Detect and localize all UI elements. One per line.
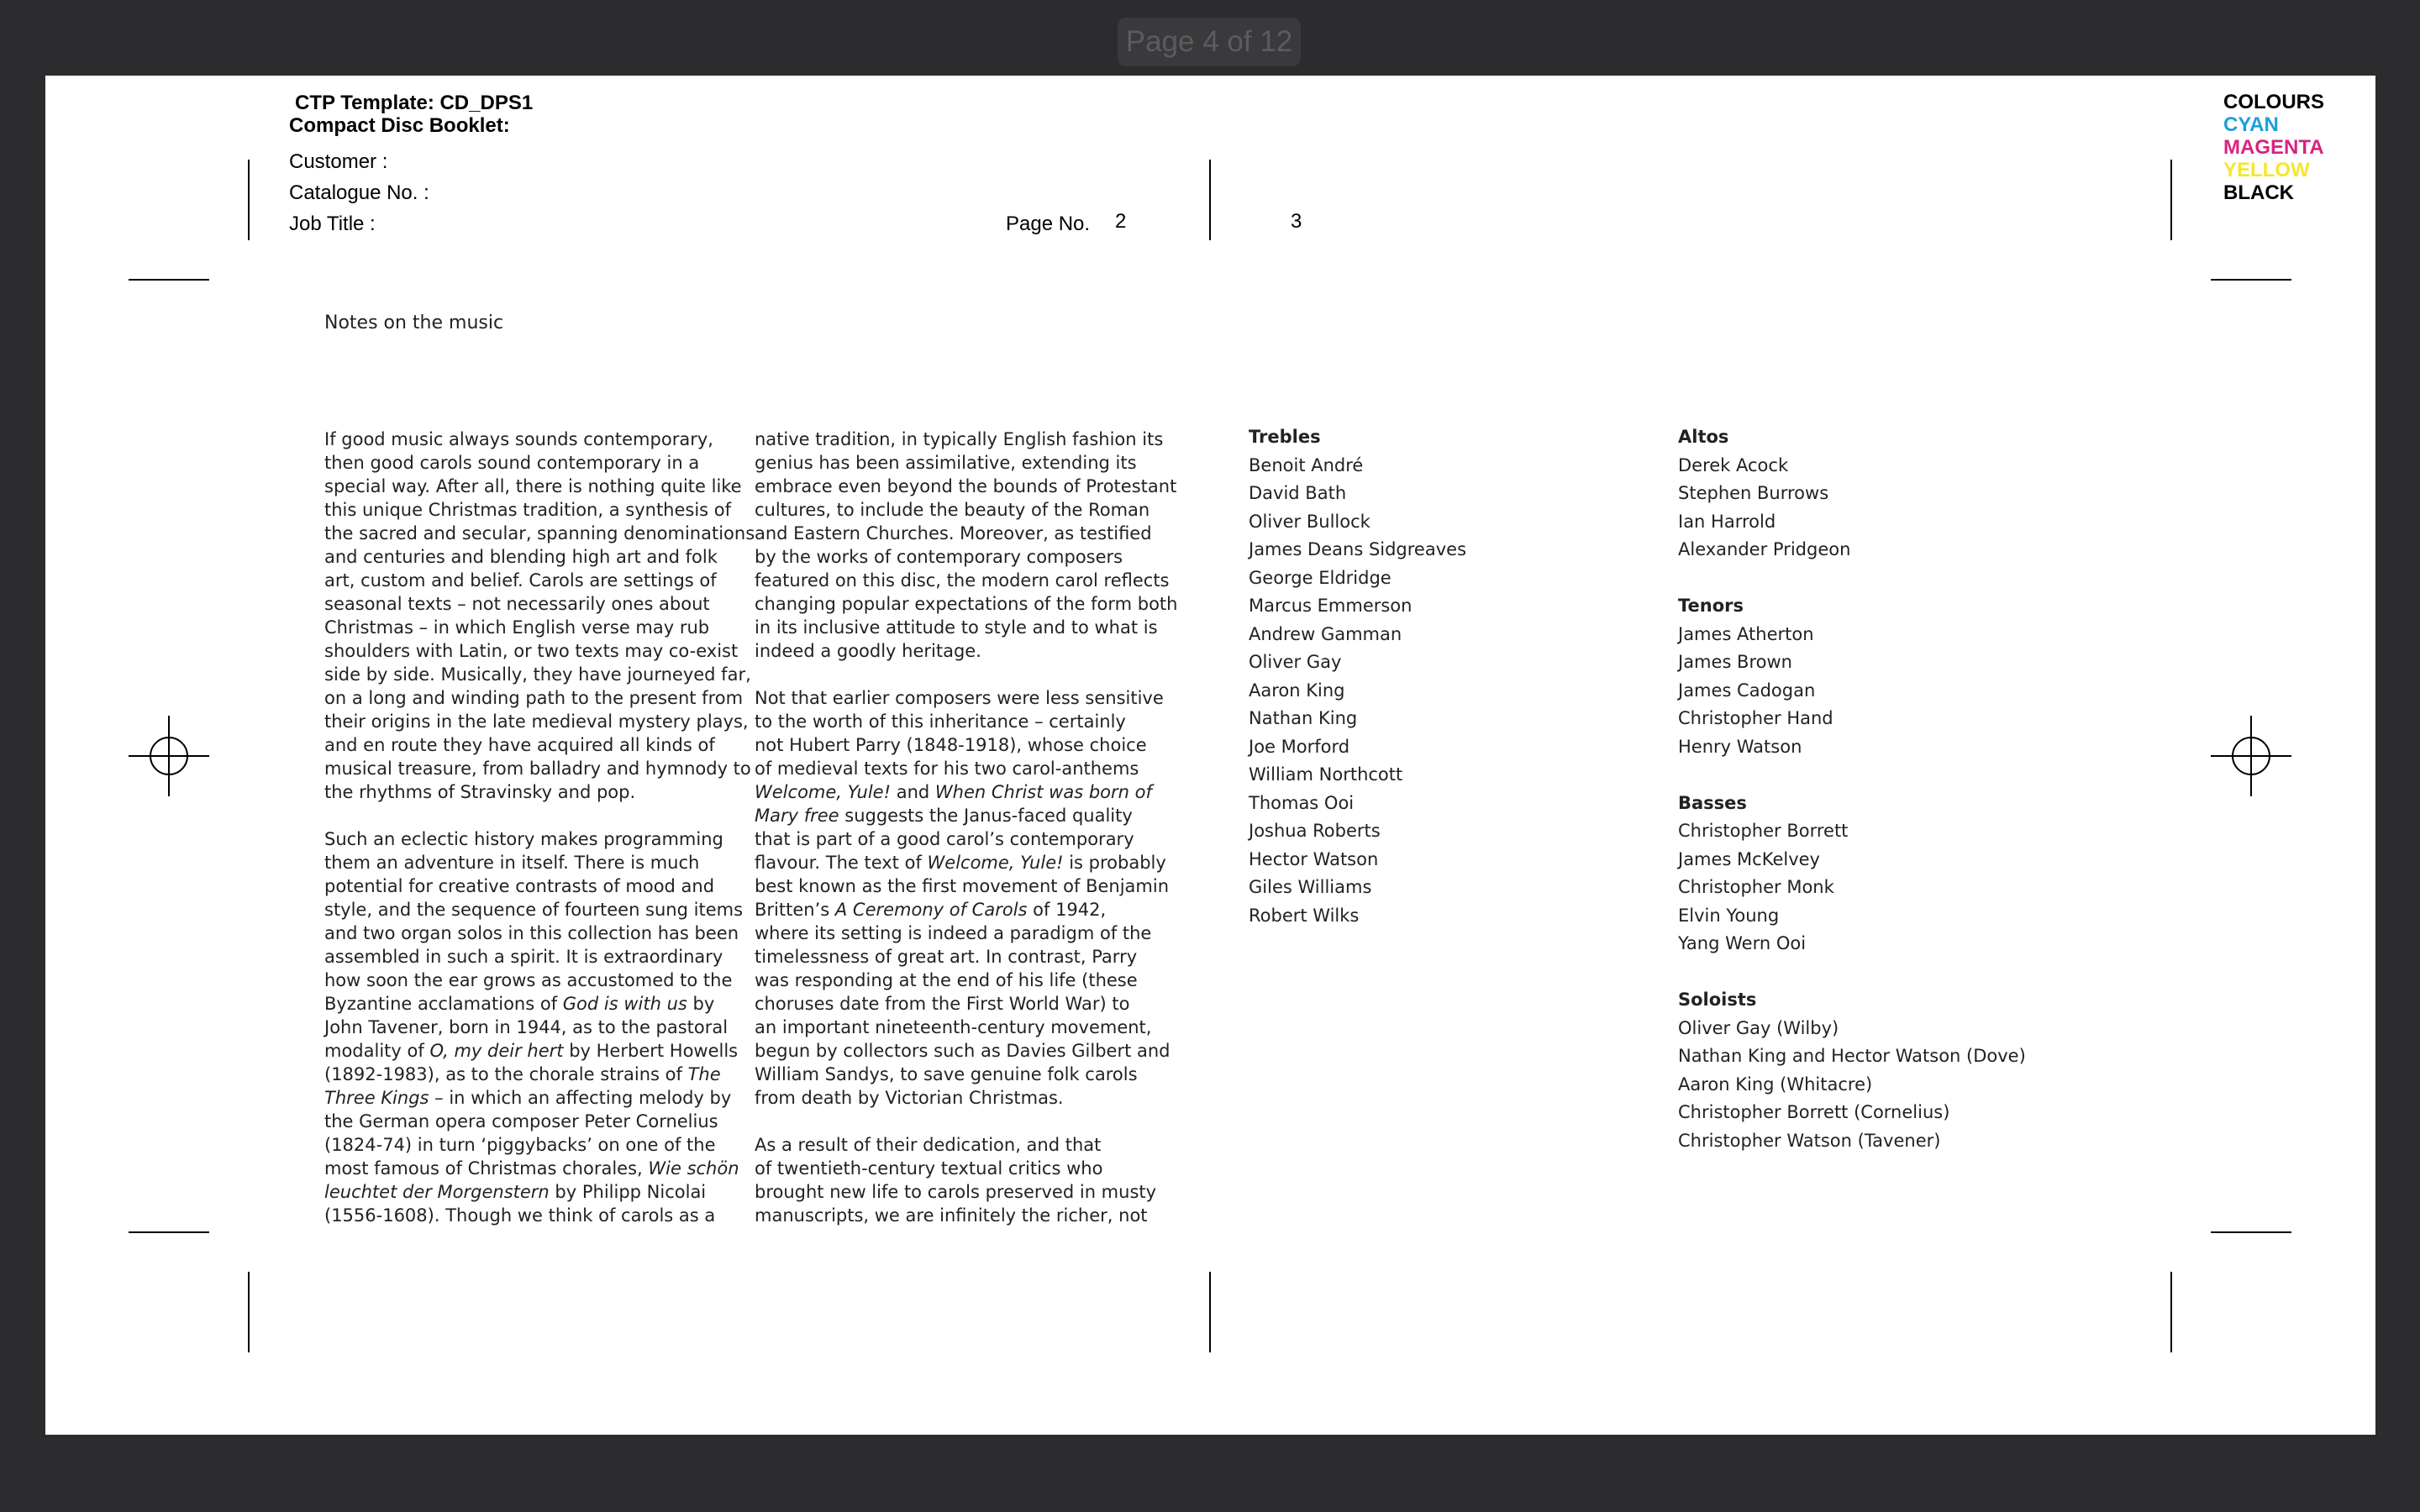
text-line xyxy=(324,804,755,827)
text-line: art, custom and belief. Carols are settings of xyxy=(324,570,717,591)
registration-mark-icon xyxy=(129,716,209,796)
soloists-member: Oliver Gay (Wilby) xyxy=(1678,1017,1839,1038)
trebles-member: David Bath xyxy=(1249,483,1347,503)
text-line: embrace even beyond the bounds of Protestant xyxy=(755,476,1177,496)
notes-column-1 xyxy=(324,428,755,1227)
page-no-label: Page No. xyxy=(1006,213,1091,235)
text-line: William Sandys, to save genuine folk carols xyxy=(755,1064,1138,1084)
tenors-member: Christopher Hand xyxy=(1678,708,1833,728)
altos-member: Stephen Burrows xyxy=(1678,483,1829,503)
text-line: (1892-1983), as to the chorale strains of The xyxy=(324,1064,721,1084)
text-line: changing popular expectations of the form both xyxy=(755,594,1178,614)
basses-member: Elvin Young xyxy=(1678,905,1780,926)
crop-mark xyxy=(129,1231,209,1233)
text-line: John Tavener, born in 1944, as to the pastoral xyxy=(324,1017,729,1037)
text-line: and Eastern Churches. Moreover, as testified xyxy=(755,523,1152,543)
tenors-heading: Tenors xyxy=(1678,596,1744,616)
text-line: Byzantine acclamations of God is with us by xyxy=(324,994,715,1014)
tenors-member: James Brown xyxy=(1678,652,1792,672)
document-page xyxy=(45,76,2375,1435)
job-title-label: Job Title : xyxy=(289,213,376,235)
soloists-member: Aaron King (Whitacre) xyxy=(1678,1074,1873,1095)
text-line: Welcome, Yule! and When Christ was born of xyxy=(755,782,1152,802)
page-left-number: 2 xyxy=(1115,210,1127,233)
text-line: by the works of contemporary composers xyxy=(755,547,1123,567)
text-line: featured on this disc, the modern carol reflects xyxy=(755,570,1170,591)
booklet-label: Compact Disc Booklet: xyxy=(289,114,510,137)
text-line: begun by collectors such as Davies Gilbert and xyxy=(755,1041,1171,1061)
altos-member: Alexander Pridgeon xyxy=(1678,539,1851,559)
text-line: on a long and winding path to the present from xyxy=(324,688,744,708)
text-line: that is part of a good carol’s contemporary xyxy=(755,829,1134,849)
text-line: of twentieth-century textual critics who xyxy=(755,1158,1103,1179)
text-line: modality of O, my deir hert by Herbert Howells xyxy=(324,1041,739,1061)
crop-mark xyxy=(2170,160,2172,240)
basses-member: Christopher Borrett xyxy=(1678,821,1849,841)
text-line: As a result of their dedication, and that xyxy=(755,1135,1102,1155)
trebles-member: Robert Wilks xyxy=(1249,905,1360,926)
trebles-member: Joshua Roberts xyxy=(1249,821,1381,841)
trebles-member: Marcus Emmerson xyxy=(1249,596,1413,616)
soloists-heading: Soloists xyxy=(1678,990,1757,1010)
crop-mark xyxy=(129,279,209,281)
colours-legend xyxy=(2223,91,2324,204)
soloists-member: Nathan King and Hector Watson (Dove) xyxy=(1678,1046,2026,1066)
text-line: (1556-1608). Though we think of carols as a xyxy=(324,1205,716,1226)
altos-heading: Altos xyxy=(1678,427,1729,447)
trebles-heading: Trebles xyxy=(1249,427,1321,447)
choir-list-right xyxy=(1678,423,2026,1155)
registration-mark-icon xyxy=(2211,716,2291,796)
trebles-member: William Northcott xyxy=(1249,764,1403,785)
altos-member: Derek Acock xyxy=(1678,454,1789,475)
text-line: in its inclusive attitude to style and to what is xyxy=(755,617,1158,638)
text-line: where its setting is indeed a paradigm of the xyxy=(755,923,1152,943)
text-line: Mary free suggests the Janus-faced quality xyxy=(755,806,1133,826)
text-line: them an adventure in itself. There is much xyxy=(324,853,700,873)
text-line: native tradition, in typically English fashion its xyxy=(755,429,1164,449)
text-line: how soon the ear grows as accustomed to the xyxy=(324,970,733,990)
trebles-member: Aaron King xyxy=(1249,680,1345,701)
notes-column-2 xyxy=(755,428,1177,1227)
page-right-number: 3 xyxy=(1291,210,1302,233)
soloists-member: Christopher Borrett (Cornelius) xyxy=(1678,1102,1950,1122)
text-line: Christmas – in which English verse may rub xyxy=(324,617,710,638)
crop-mark xyxy=(2211,279,2291,281)
text-line: (1824-74) in turn ‘piggybacks’ on one of the xyxy=(324,1135,716,1155)
basses-heading: Basses xyxy=(1678,792,1747,813)
text-line: not Hubert Parry (1848-1918), whose choice xyxy=(755,735,1147,755)
tenors-member: James Cadogan xyxy=(1678,680,1816,701)
text-line: and en route they have acquired all kinds of xyxy=(324,735,715,755)
colour-black: BLACK xyxy=(2223,181,2294,204)
text-line: cultures, to include the beauty of the Roman xyxy=(755,500,1150,520)
text-line: this unique Christmas tradition, a synthesis of xyxy=(324,500,732,520)
template-name: CTP Template: CD_DPS1 xyxy=(295,92,534,114)
trebles-member: Joe Morford xyxy=(1249,736,1350,757)
tenors-member: James Atherton xyxy=(1678,623,1814,644)
text-line: special way. After all, there is nothing quite like xyxy=(324,476,742,496)
text-line: Britten’s A Ceremony of Carols of 1942, xyxy=(755,900,1107,920)
trebles-member: Oliver Bullock xyxy=(1249,511,1370,532)
text-line: assembled in such a spirit. It is extraordinary xyxy=(324,947,723,967)
text-line: was responding at the end of his life (these xyxy=(755,970,1138,990)
text-line: Three Kings – in which an affecting melody by xyxy=(324,1088,732,1108)
customer-label: Customer : xyxy=(289,150,388,173)
text-line: choruses date from the First World War) to xyxy=(755,994,1130,1014)
text-line: genius has been assimilative, extending its xyxy=(755,453,1137,473)
text-line: of medieval texts for his two carol-anthems xyxy=(755,759,1139,779)
trebles-member: Giles Williams xyxy=(1249,877,1372,897)
basses-member: Yang Wern Ooi xyxy=(1678,933,1807,953)
basses-member: James McKelvey xyxy=(1678,848,1820,869)
text-line xyxy=(755,1110,1177,1133)
trebles-member: Thomas Ooi xyxy=(1249,792,1355,813)
text-line: potential for creative contrasts of mood and xyxy=(324,876,715,896)
text-line: an important nineteenth-century movement, xyxy=(755,1017,1152,1037)
crop-mark xyxy=(1209,160,1211,240)
basses-member: Christopher Monk xyxy=(1678,877,1834,897)
text-line: manuscripts, we are infinitely the richer, not xyxy=(755,1205,1148,1226)
altos-member: Ian Harrold xyxy=(1678,511,1776,532)
text-line: If good music always sounds contemporary, xyxy=(324,429,713,449)
trebles-member: George Eldridge xyxy=(1249,567,1392,588)
crop-mark xyxy=(1209,1272,1211,1352)
trebles-member: Oliver Gay xyxy=(1249,652,1342,672)
colour-yellow: YELLOW xyxy=(2223,159,2310,181)
catalogue-label: Catalogue No. : xyxy=(289,181,429,204)
text-line: the German opera composer Peter Cornelius xyxy=(324,1111,718,1131)
text-line: from death by Victorian Christmas. xyxy=(755,1088,1064,1108)
crop-mark xyxy=(2211,1231,2291,1233)
text-line: best known as the first movement of Benjamin xyxy=(755,876,1170,896)
trebles-member: James Deans Sidgreaves xyxy=(1249,539,1467,559)
soloists-member: Christopher Watson (Tavener) xyxy=(1678,1130,1941,1151)
text-line: side by side. Musically, they have journeyed far, xyxy=(324,664,751,685)
text-line: and two organ solos in this collection has been xyxy=(324,923,739,943)
crop-mark xyxy=(248,1272,250,1352)
text-line: leuchtet der Morgenstern by Philipp Nicolai xyxy=(324,1182,707,1202)
page-indicator: Page 4 of 12 xyxy=(1118,18,1301,66)
text-line: and centuries and blending high art and folk xyxy=(324,547,718,567)
text-line: musical treasure, from balladry and hymnody to xyxy=(324,759,751,779)
colour-cyan: CYAN xyxy=(2223,113,2279,136)
trebles-member: Benoit André xyxy=(1249,454,1364,475)
text-line: flavour. The text of Welcome, Yule! is probably xyxy=(755,853,1166,873)
text-line: timelessness of great art. In contrast, Parry xyxy=(755,947,1138,967)
text-line: their origins in the late medieval mystery plays, xyxy=(324,711,749,732)
text-line: seasonal texts – not necessarily ones about xyxy=(324,594,710,614)
text-line: Not that earlier composers were less sensitive xyxy=(755,688,1164,708)
notes-title: Notes on the music xyxy=(324,312,504,333)
text-line: brought new life to carols preserved in musty xyxy=(755,1182,1157,1202)
trebles-member: Hector Watson xyxy=(1249,848,1379,869)
choir-list-left xyxy=(1249,423,1466,930)
text-line: the rhythms of Stravinsky and pop. xyxy=(324,782,636,802)
colours-title: COLOURS xyxy=(2223,91,2324,113)
text-line: then good carols sound contemporary in a xyxy=(324,453,700,473)
crop-mark xyxy=(2170,1272,2172,1352)
text-line: most famous of Christmas chorales, Wie schön xyxy=(324,1158,739,1179)
text-line: to the worth of this inheritance – certainly xyxy=(755,711,1126,732)
text-line: Such an eclectic history makes programming xyxy=(324,829,723,849)
colour-magenta: MAGENTA xyxy=(2223,136,2324,159)
text-line xyxy=(755,663,1177,686)
text-line: shoulders with Latin, or two texts may co-exist xyxy=(324,641,739,661)
trebles-member: Nathan King xyxy=(1249,708,1358,728)
text-line: indeed a goodly heritage. xyxy=(755,641,981,661)
trebles-member: Andrew Gamman xyxy=(1249,623,1402,644)
text-line: style, and the sequence of fourteen sung items xyxy=(324,900,744,920)
text-line: the sacred and secular, spanning denominations xyxy=(324,523,755,543)
tenors-member: Henry Watson xyxy=(1678,736,1802,757)
crop-mark xyxy=(248,160,250,240)
